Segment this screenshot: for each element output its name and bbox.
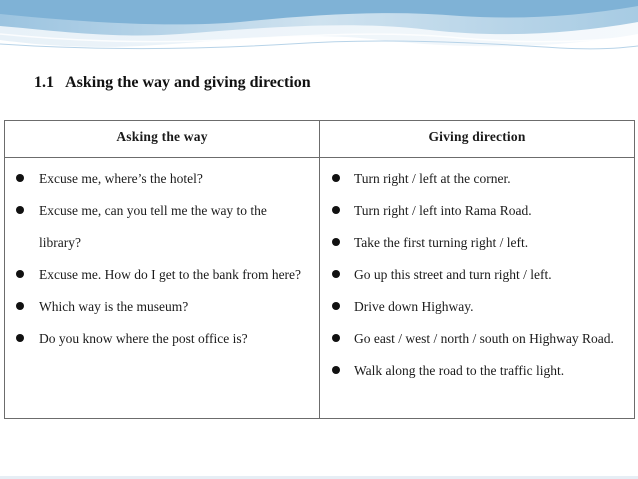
list-item: Excuse me. How do I get to the bank from here? <box>5 259 305 291</box>
list-item: Drive down Highway. <box>320 291 622 323</box>
list-item: Go up this street and turn right / left. <box>320 259 622 291</box>
list-item: Walk along the road to the traffic light. <box>320 355 622 387</box>
header-divider <box>5 157 634 158</box>
list-item: Which way is the museum? <box>5 291 305 323</box>
bullet-icon <box>332 366 340 374</box>
directions-table <box>4 120 635 419</box>
list-item: Go east / west / north / south on Highway Road. <box>320 323 622 355</box>
list-item: Turn right / left into Rama Road. <box>320 195 622 227</box>
bullet-icon <box>332 270 340 278</box>
bullet-icon <box>16 270 24 278</box>
heading-text: Asking the way and giving direction <box>65 74 311 91</box>
asking-list <box>5 163 319 355</box>
bullet-icon <box>332 238 340 246</box>
list-item: Excuse me, where’s the hotel? <box>5 163 305 195</box>
list-item: Do you know where the post office is? <box>5 323 305 355</box>
bullet-icon <box>16 206 24 214</box>
giving-list <box>320 163 634 387</box>
list-item: Turn right / left at the corner. <box>320 163 622 195</box>
column-header-giving: Giving direction <box>428 129 526 144</box>
bullet-icon <box>16 334 24 342</box>
bullet-icon <box>16 302 24 310</box>
heading-number: 1.1 <box>34 74 54 91</box>
bullet-icon <box>332 206 340 214</box>
list-item: Excuse me, can you tell me the way to the library? <box>5 195 305 259</box>
column-header-asking: Asking the way <box>116 129 208 144</box>
bullet-icon <box>16 174 24 182</box>
bullet-icon <box>332 334 340 342</box>
bullet-icon <box>332 174 340 182</box>
list-item: Take the first turning right / left. <box>320 227 622 259</box>
bullet-icon <box>332 302 340 310</box>
slide-heading <box>34 74 311 92</box>
